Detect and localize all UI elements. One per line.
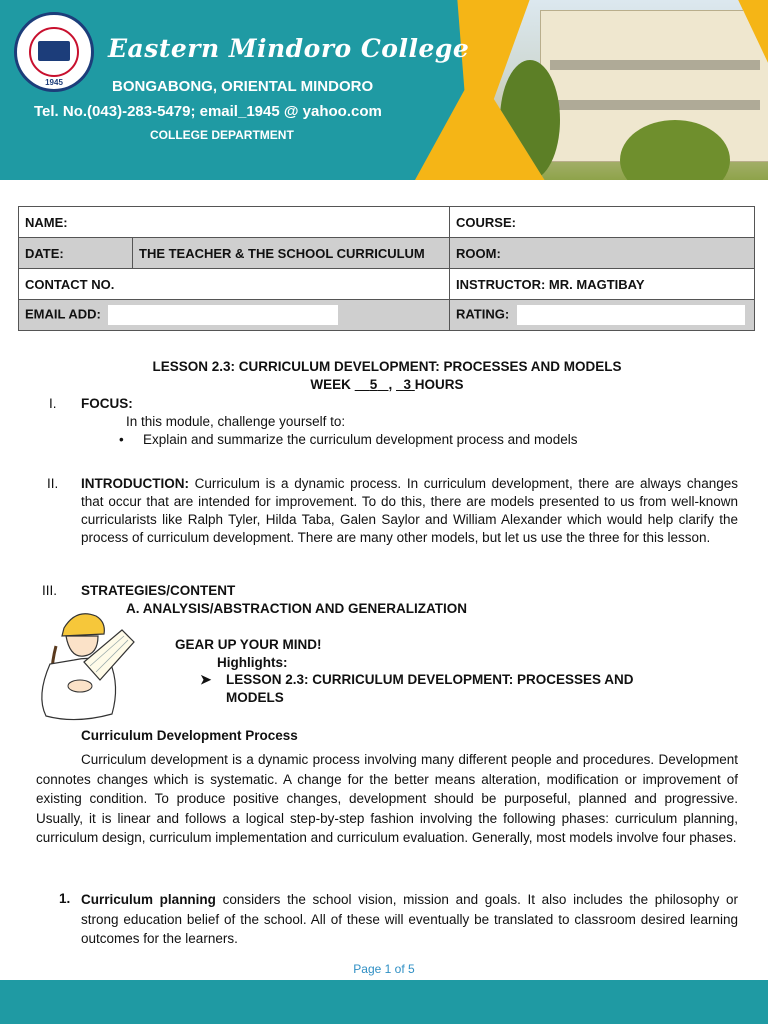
focus-number: I. — [49, 396, 57, 411]
college-seal-logo: 1945 — [14, 12, 94, 92]
college-contact: Tel. No.(043)-283-5479; email_1945 @ yahoo.com — [34, 103, 382, 120]
name-field[interactable]: NAME: — [19, 207, 450, 238]
college-header — [0, 0, 768, 182]
focus-heading: FOCUS: — [81, 396, 133, 411]
analysis-subheading: A. ANALYSIS/ABSTRACTION AND GENERALIZATION — [126, 601, 468, 616]
date-field[interactable]: DATE: — [19, 238, 133, 269]
focus-intro: In this module, challenge yourself to: — [126, 414, 346, 429]
rating-input-box[interactable] — [517, 305, 745, 325]
contact-field[interactable]: CONTACT NO. — [19, 269, 450, 300]
course-field[interactable]: COURSE: — [450, 207, 755, 238]
construction-worker-illustration — [26, 606, 138, 726]
instructor-cell: INSTRUCTOR: MR. MAGTIBAY — [450, 269, 755, 300]
college-department: COLLEGE DEPARTMENT — [150, 128, 294, 142]
book-icon — [38, 41, 70, 61]
student-info-table — [18, 206, 755, 331]
lesson-week: WEEK 5 , 3 HOURS — [310, 377, 464, 392]
highlights-label: Highlights: — [217, 655, 288, 670]
subject-cell: THE TEACHER & THE SCHOOL CURRICULUM — [133, 238, 450, 269]
college-address: BONGABONG, ORIENTAL MINDORO — [112, 78, 374, 95]
footer-teal-band — [0, 980, 768, 1024]
highlight-item-cont: MODELS — [226, 690, 284, 705]
building-windows-row — [550, 100, 760, 110]
item1-paragraph: Curriculum planning considers the school vision, mission and goals. It also includes the philosophy or strong education belief of the school. All of these will eventually be translated to classroom desired learning outcomes for the learners. — [81, 892, 738, 946]
building-windows-row — [550, 60, 760, 70]
rating-field[interactable]: RATING: — [450, 300, 755, 331]
strategies-heading: STRATEGIES/CONTENT — [81, 583, 236, 598]
page-number: Page 1 of 5 — [353, 962, 415, 976]
focus-bullet: • — [119, 432, 124, 447]
introduction-heading: INTRODUCTION: — [81, 476, 189, 491]
email-field[interactable]: EMAIL ADD: — [19, 300, 450, 331]
college-name: Eastern Mindoro College — [108, 34, 470, 63]
process-heading: Curriculum Development Process — [81, 728, 298, 743]
process-paragraph: Curriculum development is a dynamic process involving many different people and procedures. Development connotes changes which is systematic. A change for the better means alteration, modification or improvement of existing condition. To produce positive changes, development should be purposeful, planned and progressive. Usually, it is linear and follows a logical step-by-step fashion involving the following phases: curriculum planning, curriculum design, curriculum implementation and curriculum evaluation. Generally, most models involve four phases. — [36, 752, 738, 846]
item1-term: Curriculum planning — [81, 892, 216, 907]
email-input-box[interactable] — [108, 305, 338, 325]
focus-objective: Explain and summarize the curriculum development process and models — [143, 432, 578, 447]
lesson-title: LESSON 2.3: CURRICULUM DEVELOPMENT: PROCESSES AND MODELS — [152, 359, 622, 374]
room-field[interactable]: ROOM: — [450, 238, 755, 269]
introduction-paragraph: INTRODUCTION: Curriculum is a dynamic process. In curriculum development, there are always changes that occur that are intended for improvement. To do this, there are models presented to us from well-known curricularists like Ralph Tyler, Hilda Taba, Galen Saylor and William Alexander which would help clarify the process of curriculum development. There are many other models, but let us use the three for this lesson. — [81, 476, 738, 545]
strategies-number: III. — [42, 583, 58, 598]
arrow-bullet-icon: ➤ — [200, 672, 212, 687]
highlight-item: LESSON 2.3: CURRICULUM DEVELOPMENT: PROCESSES AND — [226, 672, 634, 687]
gear-up-heading: GEAR UP YOUR MIND! — [175, 637, 322, 652]
item1-number: 1. — [59, 891, 71, 906]
introduction-number: II. — [47, 476, 59, 491]
